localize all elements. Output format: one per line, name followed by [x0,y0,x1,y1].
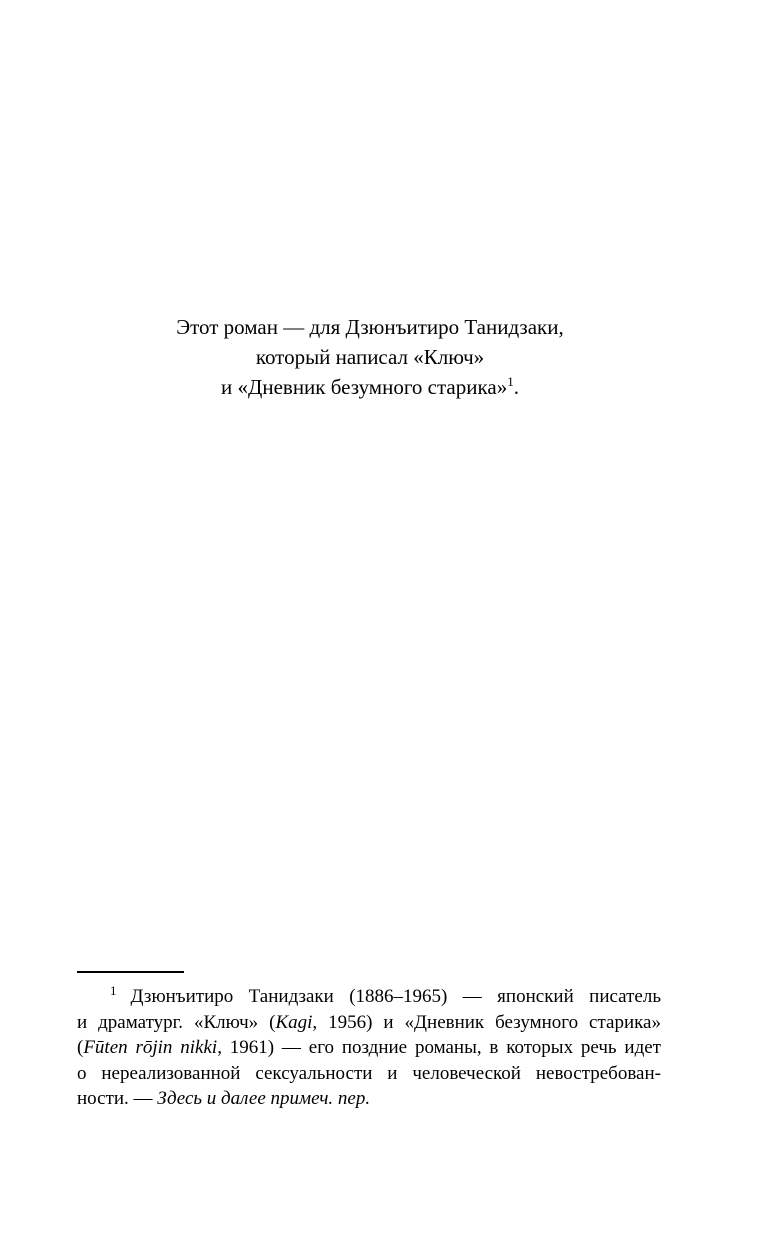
footnote-line-3 [77,1035,661,1061]
translator-note: Здесь и далее примеч. пер. [157,1088,371,1109]
footnote-title-futen-rojin-nikki: Fūten rōjin nikki [83,1037,218,1058]
footnote-line-5-text: ности. — [77,1088,158,1109]
dedication-trailing-punctuation: . [513,375,519,399]
footnote-reference-marker: 1 [507,374,514,389]
footnote-number: 1 [110,982,117,998]
footnote-line-1 [77,984,661,1010]
footnote-line-2-text-a: и драматург. «Ключ» ( [77,1011,276,1033]
footnote-title-kagi: Kagi [275,1011,313,1033]
footnote-line-1-text: Дзюнъитиро Танидзаки (1886–1965) — японский писатель [130,986,661,1007]
footnote [77,984,661,1112]
dedication-line-1: Этот роман — для Дзюнъитиро Танидзаки, [176,315,564,339]
footnote-separator-rule [77,971,184,973]
dedication-line-3 [0,372,740,402]
dedication [0,312,740,402]
footnote-line-2-text-b: , 1956) и «Дневник безумного старика» [312,1011,661,1033]
footnote-line-3-open-paren: ( [77,1037,84,1058]
footnote-line-3-text: , 1961) — его поздние романы, в которых речь идет [217,1037,661,1058]
dedication-line-2: который написал «Ключ» [255,345,485,369]
footnote-line-2 [77,1010,661,1036]
footnote-line-4: о нереализованной сексуальности и человеческой невостребован- [77,1062,661,1084]
footnote-line-5 [77,1086,661,1112]
dedication-line-3-text: и «Дневник безумного старика» [221,375,508,399]
